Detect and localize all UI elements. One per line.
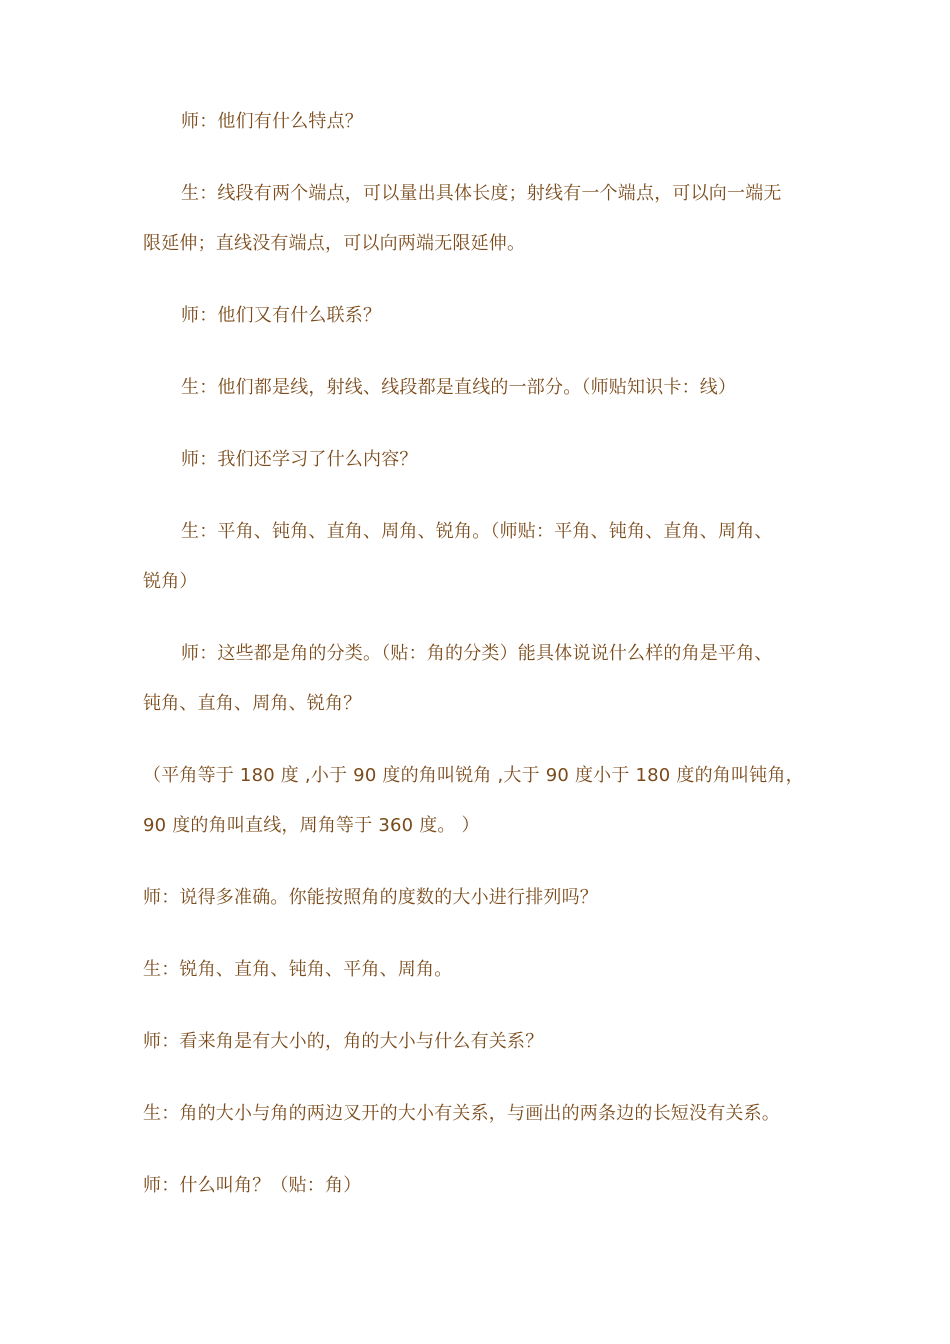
- dialogue-line-student: 生：平角、钝角、直角、周角、锐角。（师贴：平角、钝角、直角、周角、: [181, 521, 773, 542]
- dialogue-line-student: 生：锐角、直角、钝角、平角、周角。: [143, 959, 453, 980]
- dialogue-line-student: 生：角的大小与角的两边叉开的大小有关系，与画出的两条边的长短没有关系。: [143, 1103, 780, 1124]
- dialogue-line-student: 生：他们都是线，射线、线段都是直线的一部分。（师贴知识卡：线）: [181, 377, 737, 398]
- dialogue-line-teacher: 师：什么叫角？（贴：角）: [143, 1175, 362, 1196]
- dialogue-line-teacher: 师：他们又有什么联系？: [181, 305, 382, 326]
- dialogue-line-continuation: 锐角）: [143, 571, 198, 592]
- dialogue-line-teacher: 师：说得多准确。你能按照角的度数的大小进行排列吗？: [143, 887, 598, 908]
- dialogue-line-teacher: 师：这些都是角的分类。（贴：角的分类）能具体说说什么样的角是平角、: [181, 643, 773, 664]
- dialogue-line-teacher: 师：我们还学习了什么内容？: [181, 449, 418, 470]
- dialogue-line-teacher: 师：看来角是有大小的，角的大小与什么有关系？: [143, 1031, 544, 1052]
- dialogue-line-continuation: 钝角、直角、周角、锐角？: [143, 693, 362, 714]
- dialogue-line-teacher: 师：他们有什么特点？: [181, 111, 363, 132]
- note-line: （平角等于 180 度 ,小于 90 度的角叫锐角 ,大于 90 度小于 180 度的角叫钝角，: [143, 765, 804, 786]
- dialogue-line-student: 生：线段有两个端点，可以量出具体长度；射线有一个端点，可以向一端无: [181, 183, 782, 204]
- dialogue-line-continuation: 限延伸；直线没有端点，可以向两端无限延伸。: [143, 233, 526, 254]
- note-line-continuation: 90 度的角叫直线，周角等于 360 度。 ）: [143, 815, 480, 836]
